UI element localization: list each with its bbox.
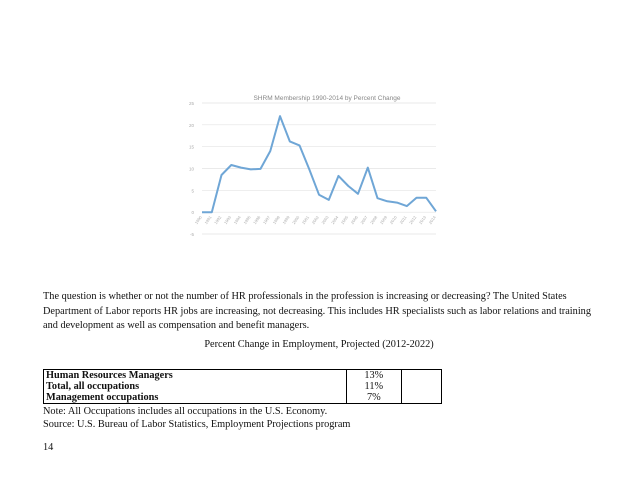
table-caption: Percent Change in Employment, Projected (2012-2022) <box>204 339 434 350</box>
y-tick-label: 25 <box>188 101 194 106</box>
x-tick-label: 1994 <box>232 214 242 226</box>
chart-title: SHRM Membership 1990-2014 by Percent Change <box>253 95 401 102</box>
x-tick-label: 2013 <box>417 214 428 226</box>
y-tick-label: 10 <box>188 166 194 172</box>
body-paragraph: The question is whether or not the number of HR professionals in the profession is increasing or decreasing? The United States Department of Labor reports HR jobs are increasing, not decreasing. This includes HR specialists such as labor relations and training and development as well as compensation and benefit managers. <box>43 291 591 331</box>
x-tick-label: 1996 <box>252 214 262 226</box>
page-number: 14 <box>43 442 54 453</box>
x-tick-label: 2008 <box>369 214 379 226</box>
employment-table <box>43 369 442 404</box>
x-tick-label: 1999 <box>281 214 291 226</box>
x-tick-label: 2006 <box>349 214 359 226</box>
x-tick-label: 1991 <box>203 214 213 226</box>
empty-cell <box>401 392 441 404</box>
row-label: Human Resources Managers <box>44 370 347 382</box>
table-notes <box>43 405 350 431</box>
empty-cell <box>401 381 441 392</box>
x-tick-label: 2005 <box>339 214 350 226</box>
x-tick-label: 2014 <box>427 214 437 226</box>
x-tick-label: 2002 <box>310 214 320 226</box>
row-label: Management occupations <box>44 392 347 404</box>
x-tick-label: 2007 <box>359 214 369 226</box>
x-tick-label: 1995 <box>242 214 252 226</box>
x-tick-label: 2004 <box>330 214 340 226</box>
empty-cell <box>401 370 441 382</box>
source-text: Source: U.S. Bureau of Labor Statistics, Employment Projections program <box>43 419 351 430</box>
table-row <box>44 392 442 404</box>
row-value: 13% <box>346 370 401 382</box>
table-row <box>44 381 442 392</box>
y-tick-label: 0 <box>191 210 194 216</box>
row-label: Total, all occupations <box>44 381 347 392</box>
row-value: 11% <box>346 381 401 392</box>
x-tick-label: 1990 <box>193 214 203 226</box>
series-line <box>202 116 436 212</box>
x-tick-label: 1992 <box>213 214 223 226</box>
note-text: Note: All Occupations includes all occupations in the U.S. Economy. <box>43 406 328 417</box>
row-value: 7% <box>346 392 401 404</box>
x-tick-label: 1993 <box>222 214 233 226</box>
y-tick-label: 15 <box>188 144 194 150</box>
x-tick-label: 2000 <box>291 214 301 226</box>
x-tick-label: 2009 <box>378 214 389 226</box>
y-tick-label: 5 <box>191 188 194 194</box>
x-tick-label: 1997 <box>261 214 272 226</box>
y-tick-label: -5 <box>189 232 194 237</box>
line-chart-svg <box>186 93 442 243</box>
x-tick-label: 2003 <box>320 214 330 226</box>
x-tick-label: 2010 <box>388 214 398 226</box>
x-tick-label: 1998 <box>271 214 281 226</box>
shrm-membership-chart <box>186 93 442 243</box>
x-tick-label: 2011 <box>398 214 408 225</box>
y-tick-label: 20 <box>188 122 194 128</box>
x-tick-label: 2012 <box>408 214 418 226</box>
table-row <box>44 370 442 382</box>
x-tick-label: 2001 <box>300 214 311 226</box>
